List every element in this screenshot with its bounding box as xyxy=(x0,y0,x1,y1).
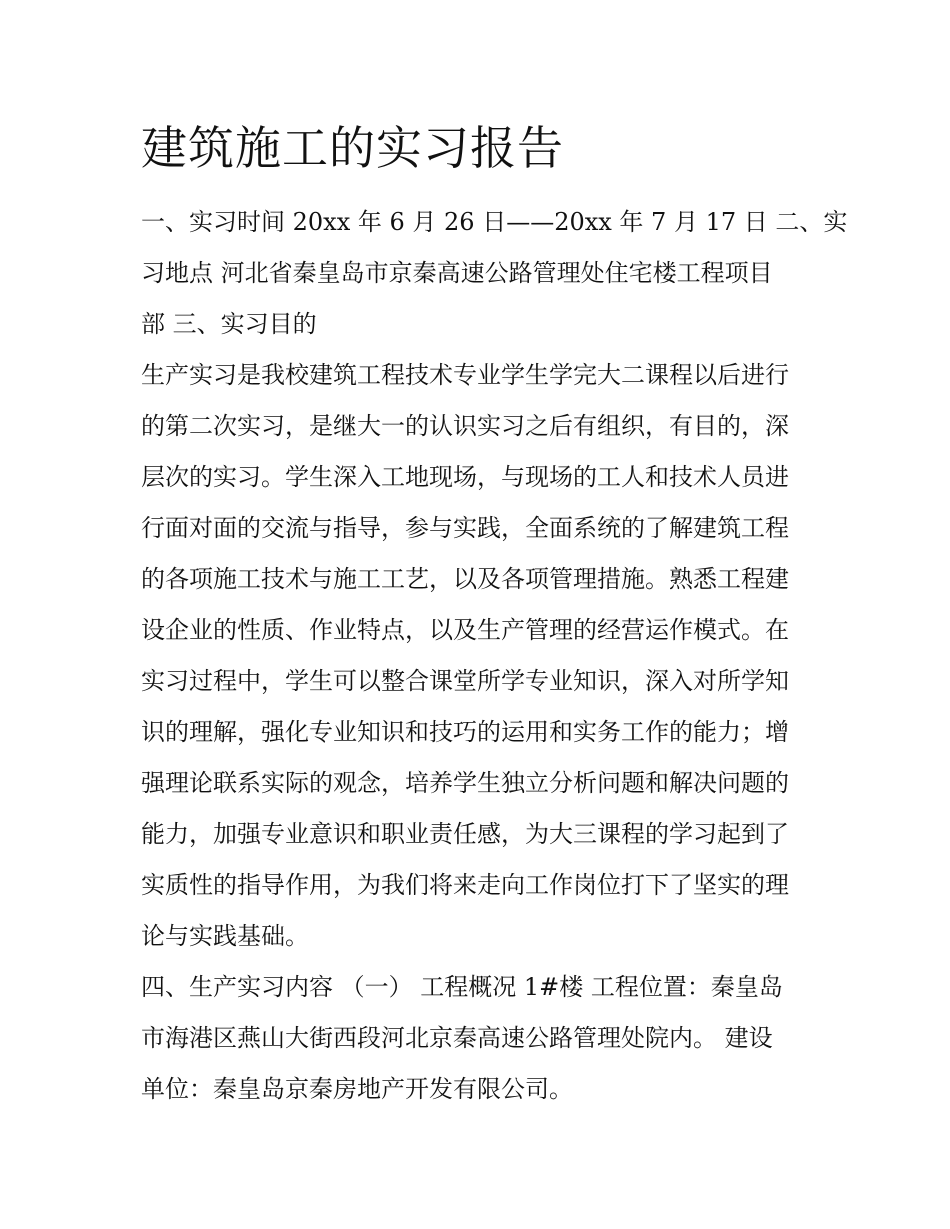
body-line-3: 部 三、实习目的 xyxy=(141,310,317,338)
body-line-18: 单位：秦皇岛京秦房地产开发有限公司。 xyxy=(141,1075,573,1103)
body-line-16: 四、生产实习内容 （一） 工程概况 1#楼 工程位置：秦皇岛 xyxy=(141,973,783,1001)
document-title: 建筑施工的实习报告 xyxy=(141,121,564,175)
body-line-2: 习地点 河北省秦皇岛市京秦高速公路管理处住宅楼工程项目 xyxy=(141,259,773,287)
body-line-9: 设企业的性质、作业特点，以及生产管理的经营运作模式。在 xyxy=(141,616,789,644)
body-line-14: 实质性的指导作用，为我们将来走向工作岗位打下了坚实的理 xyxy=(141,871,789,899)
body-line-10: 实习过程中，学生可以整合课堂所学专业知识，深入对所学知 xyxy=(141,667,789,695)
body-line-13: 能力，加强专业意识和职业责任感，为大三课程的学习起到了 xyxy=(141,820,789,848)
body-line-1: 一、实习时间 20xx 年 6 月 26 日——20xx 年 7 月 17 日 二、实 xyxy=(141,208,848,236)
body-line-7: 行面对面的交流与指导，参与实践，全面系统的了解建筑工程 xyxy=(141,514,789,542)
body-line-8: 的各项施工技术与施工工艺，以及各项管理措施。熟悉工程建 xyxy=(141,565,789,593)
body-line-12: 强理论联系实际的观念，培养学生独立分析问题和解决问题的 xyxy=(141,769,789,797)
body-line-15: 论与实践基础。 xyxy=(141,922,309,950)
body-line-17: 市海港区燕山大街西段河北京秦高速公路管理处院内。 建设 xyxy=(141,1024,773,1052)
body-line-4: 生产实习是我校建筑工程技术专业学生学完大二课程以后进行 xyxy=(141,361,789,389)
body-line-11: 识的理解，强化专业知识和技巧的运用和实务工作的能力；增 xyxy=(141,718,789,746)
body-line-5: 的第二次实习，是继大一的认识实习之后有组织，有目的，深 xyxy=(141,412,789,440)
body-line-6: 层次的实习。学生深入工地现场，与现场的工人和技术人员进 xyxy=(141,463,789,491)
